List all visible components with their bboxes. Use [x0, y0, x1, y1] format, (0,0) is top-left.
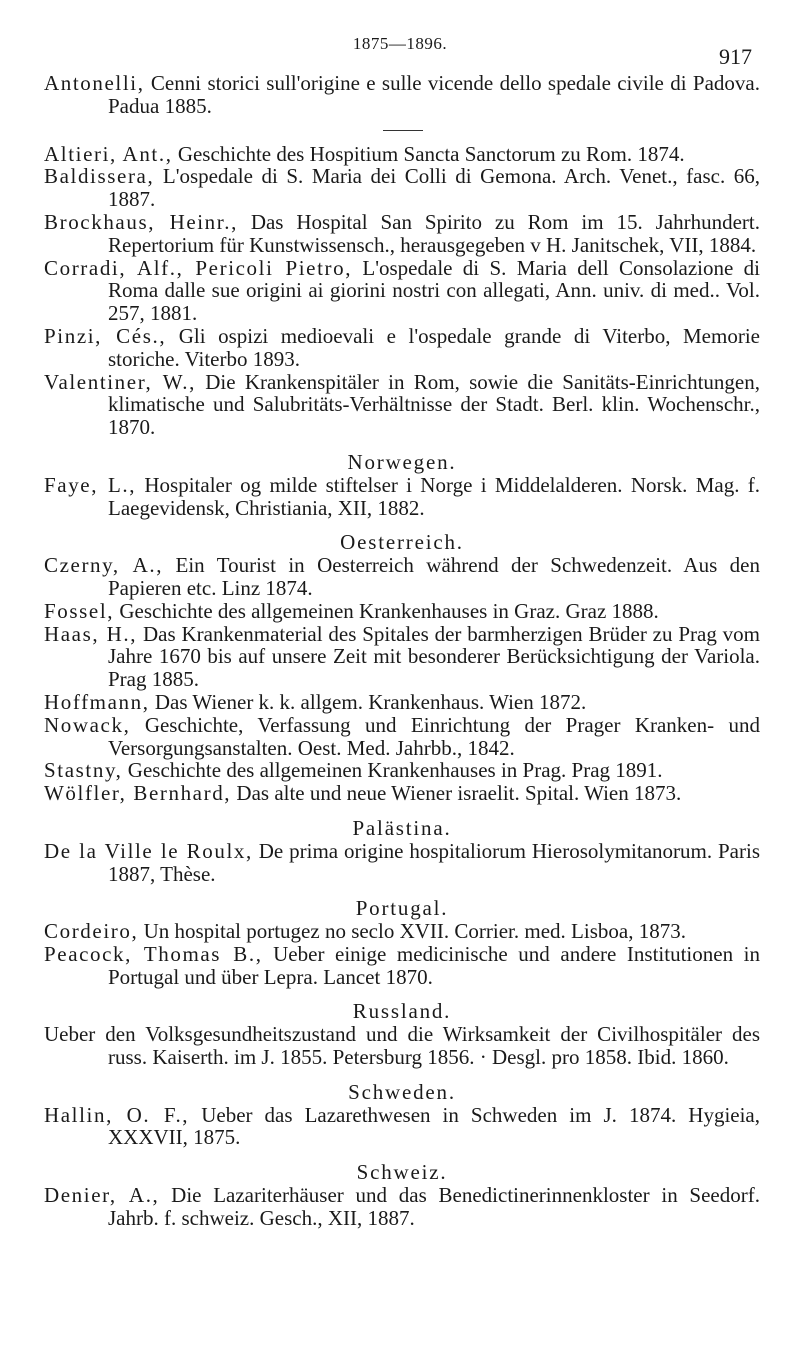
section-heading-norwegen: Norwegen. [347, 449, 457, 474]
bibliography-body [44, 72, 760, 1230]
entries-palaestina [44, 840, 760, 886]
section-heading-oesterreich: Oesterreich. [340, 530, 464, 555]
bibliography-entry [44, 714, 760, 760]
entry-author: Peacock, Thomas B., [44, 941, 263, 966]
entry-author: Hallin, O. F., [44, 1102, 190, 1127]
entry-text: Die Lazariterhäuser und das Benedictinerinnenkloster in Seedorf. Jahrb. f. schweiz. Gesch., XII, 1887. [108, 1183, 760, 1230]
entry-text: Geschichte, Verfassung und Einrichtung der Prager Kranken- und Versorgungsanstalten. Oest. Med. Jahrbb., 1842. [108, 712, 760, 760]
entries-block-1 [44, 72, 760, 118]
entry-text: Geschichte des Hospitium Sancta Sanctorum zu Rom. 1874. [172, 141, 685, 166]
bibliography-entry [44, 257, 760, 325]
bibliography-entry [44, 371, 760, 439]
entry-text: Die Krankenspitäler in Rom, sowie die Sanitäts-Einrichtungen, klimatische und Salubritäts-Verhältnisse der Stadt. Berl. klin. Wochenschr., 1870. [108, 369, 760, 440]
entry-text: Ueber einige medicinische und andere Institutionen in Portugal und über Lepra. Lancet 1870. [108, 941, 760, 989]
entry-text: Das Hospital San Spirito zu Rom im 15. Jahrhundert. Repertorium für Kunstwissensch., herausgegeben v H. Janitschek, VII, 1884. [108, 209, 760, 257]
bibliography-entry [44, 1184, 760, 1230]
bibliography-entry [44, 143, 760, 166]
entry-author: Corradi, Alf., Pericoli Pietro, [44, 255, 353, 280]
bibliography-entry [44, 474, 760, 520]
bibliography-entry [44, 1104, 760, 1150]
entry-text: L'ospedale di S. Maria dei Colli di Gemona. Arch. Venet., fasc. 66, 1887. [108, 164, 760, 212]
entry-text: Un hospital portugez no seclo XVII. Corrier. med. Lisboa, 1873. [138, 919, 686, 944]
bibliography-entry [44, 920, 760, 943]
entry-author: Fossel, [44, 598, 115, 623]
entry-text: Ueber das Lazarethwesen in Schweden im J. 1874. Hygieia, XXXVII, 1875. [108, 1102, 760, 1150]
entries-block-2 [44, 143, 760, 439]
entry-author: Baldissera, [44, 164, 155, 189]
entry-text: Das Wiener k. k. allgem. Krankenhaus. Wien 1872. [149, 689, 587, 714]
entry-text: Ein Tourist in Oesterreich während der Schwedenzeit. Aus den Papieren etc. Linz 1874. [108, 553, 761, 600]
entry-author: Haas, H., [44, 621, 138, 646]
bibliography-entry [44, 165, 760, 211]
section-heading-russland: Russland. [352, 999, 452, 1024]
section-heading-portugal: Portugal. [355, 896, 449, 921]
entry-text: Ueber den Volksgesundheitszustand und die Wirksamkeit der Civilhospitäler des russ. Kaiserth. im J. 1855. Petersburg 1856. · Desgl. pro 1858. Ibid. 1860. [44, 1022, 760, 1070]
entry-author: Valentiner, W., [44, 369, 196, 394]
entry-author: Cordeiro, [44, 919, 139, 944]
section-heading-schweden: Schweden. [348, 1079, 456, 1104]
bibliography-entry [44, 72, 760, 118]
entries-portugal [44, 920, 760, 988]
bibliography-entry [44, 554, 760, 600]
entry-text: De prima origine hospitaliorum Hierosolymitanorum. Paris 1887, Thèse. [108, 838, 760, 886]
entry-author: Wölfler, Bernhard, [44, 781, 232, 806]
entry-author: Stastny, [44, 758, 123, 783]
bibliography-entry [44, 1023, 760, 1069]
entry-author: Nowack, [44, 712, 131, 737]
bibliography-entry [44, 211, 760, 257]
bibliography-entry [44, 782, 760, 805]
bibliography-entry [44, 759, 760, 782]
bibliography-entry [44, 325, 760, 371]
entry-author: Hoffmann, [44, 689, 150, 714]
entry-text: Gli ospizi medioevali e l'ospedale grande di Viterbo, Memorie storiche. Viterbo 1893. [108, 323, 760, 371]
bibliography-entry [44, 840, 760, 886]
entry-text: Das Krankenmaterial des Spitales der barmherzigen Brüder zu Prag vom Jahre 1670 bis auf unsere Zeit mit besonderer Berücksichtigung der Variola. Prag 1885. [108, 621, 760, 692]
entries-oesterreich [44, 554, 760, 805]
entry-text: Das alte und neue Wiener israelit. Spital. Wien 1873. [231, 781, 682, 806]
entry-text: Geschichte des allgemeinen Krankenhauses in Graz. Graz 1888. [114, 598, 659, 623]
bibliography-entry [44, 623, 760, 691]
entry-author: Pinzi, Cés., [44, 323, 167, 348]
entry-author: Denier, A., [44, 1183, 160, 1208]
section-heading-schweiz: Schweiz. [356, 1160, 448, 1185]
entry-text: Hospitaler og milde stiftelser i Norge i Middelalderen. Norsk. Mag. f. Laegevidensk, Christiania, XII, 1882. [108, 472, 760, 520]
separator-rule [383, 130, 423, 131]
entry-author: Altieri, Ant., [44, 141, 173, 166]
entry-author: Brockhaus, Heinr., [44, 209, 238, 234]
entries-schweiz [44, 1184, 760, 1230]
entries-norwegen [44, 474, 760, 520]
entry-author: Antonelli, [44, 71, 145, 95]
section-heading-palaestina: Palästina. [352, 815, 452, 840]
entries-schweden [44, 1104, 760, 1150]
entry-text: Geschichte des allgemeinen Krankenhauses in Prag. Prag 1891. [122, 758, 663, 783]
bibliography-entry [44, 600, 760, 623]
bibliography-entry [44, 943, 760, 989]
entry-author: Faye, L., [44, 472, 137, 497]
entry-author: Czerny, A., [44, 553, 164, 578]
page-number: 917 [719, 44, 752, 69]
entry-author: De la Ville le Roulx, [44, 838, 253, 863]
entries-russland [44, 1023, 760, 1069]
bibliography-entry [44, 691, 760, 714]
running-title: 1875—1896. [352, 34, 448, 53]
entry-text: L'ospedale di S. Maria dell Consolazione di Roma dalle sue origini ai giorini nostri con allegati, Ann. univ. di med.. Vol. 257, 1881. [108, 255, 761, 326]
entry-text: Cenni storici sull'origine e sulle vicende dello spedale civile di Padova. Padua 1885. [108, 71, 760, 118]
